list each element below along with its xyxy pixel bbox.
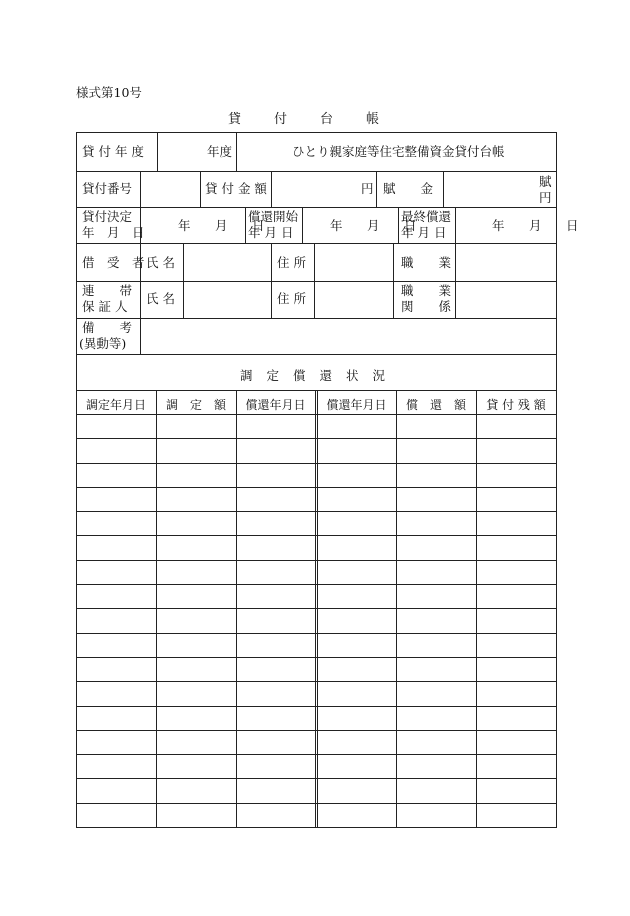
final-repay-value: 年 月 日 [492,218,585,233]
rule [317,390,318,828]
rule [376,171,377,207]
remarks-label: 備 考 [82,320,133,335]
rule [76,318,557,319]
table-row [76,487,557,488]
rule [76,243,557,244]
table-row [76,608,557,609]
register-name: ひとり親家庭等住宅整備資金貸付台帳 [292,144,505,159]
remarks-label-2: (異動等) [79,336,127,351]
form-number: 様式第10号 [76,85,142,100]
table-row [76,438,557,439]
guarantor-label-2: 保 証 人 [82,299,128,314]
repay-start-label-2: 年 月 日 [248,225,294,240]
decision-date-label: 貸付決定 [82,209,133,224]
table-row [76,706,557,707]
rule [76,354,557,355]
rule [183,243,184,318]
rule [76,171,557,172]
fukin-label: 賦 金 [383,181,434,196]
guarantor-relation-label: 関 係 [401,299,452,314]
table-row [76,681,557,682]
col-repayment-amount: 償 還 額 [405,398,466,412]
borrower-name-label: 氏 名 [146,255,175,270]
col-repayment-date: 償還年月日 [245,398,306,412]
rule [236,132,237,171]
rule [156,390,157,828]
borrower-occupation-label: 職 業 [401,255,452,270]
year-suffix: 年度 [207,144,233,159]
rule [396,390,397,828]
borrower-label: 借 受 者 [82,255,145,270]
col-assessment-date: 調定年月日 [85,398,146,412]
col-repayment-date-2: 償還年月日 [326,398,387,412]
table-row [76,560,557,561]
rule [476,390,477,828]
yen-unit-2: 円 [539,190,552,205]
guarantor-name-label: 氏 名 [146,291,175,306]
rule [236,390,237,828]
repayment-section-title: 調定償還状況 [240,368,400,383]
borrower-address-label: 住 所 [277,255,306,270]
loan-amount-label: 貸 付 金 額 [205,181,267,196]
guarantor-address-label: 住 所 [277,291,306,306]
rule [76,207,557,208]
rule [271,171,272,207]
rule [455,243,456,318]
col-assessment-amount: 調 定 額 [165,398,226,412]
table-row [76,730,557,731]
table-row [76,511,557,512]
rule [76,281,557,282]
table-row [76,535,557,536]
rule [157,132,158,171]
rule [76,132,77,828]
rule [455,207,456,243]
table-row [76,803,557,804]
table-row [76,754,557,755]
repay-start-value: 年 月 日 [330,218,423,233]
final-repay-label: 最終償還 [401,209,452,224]
col-loan-balance: 貸 付 残 額 [486,398,546,412]
final-repay-label-2: 年 月 日 [401,225,447,240]
yen-unit: 円 [361,181,374,196]
rule [302,207,303,243]
rule [140,171,141,207]
table-row [76,778,557,779]
loan-year-label: 貸 付 年 度 [82,144,144,159]
decision-date-value: 年 月 日 [178,218,271,233]
rule [314,243,315,318]
rule [200,171,201,207]
rule [315,390,316,828]
guarantor-label: 連 帯 [82,283,133,298]
rule [443,171,444,207]
document-title: 貸付台帳 [228,112,413,127]
fu-unit: 賦 [539,174,552,189]
repay-start-label: 償還開始 [248,209,299,224]
rule [556,132,557,828]
guarantor-occupation-label: 職 業 [401,283,452,298]
table-row [76,633,557,634]
table-row [76,657,557,658]
rule [76,132,557,133]
rule [271,243,272,318]
rule [393,243,394,318]
table-row [76,584,557,585]
table-row [76,463,557,464]
loan-number-label: 貸付番号 [82,181,133,196]
decision-date-label-2: 年 月 日 [82,225,145,240]
